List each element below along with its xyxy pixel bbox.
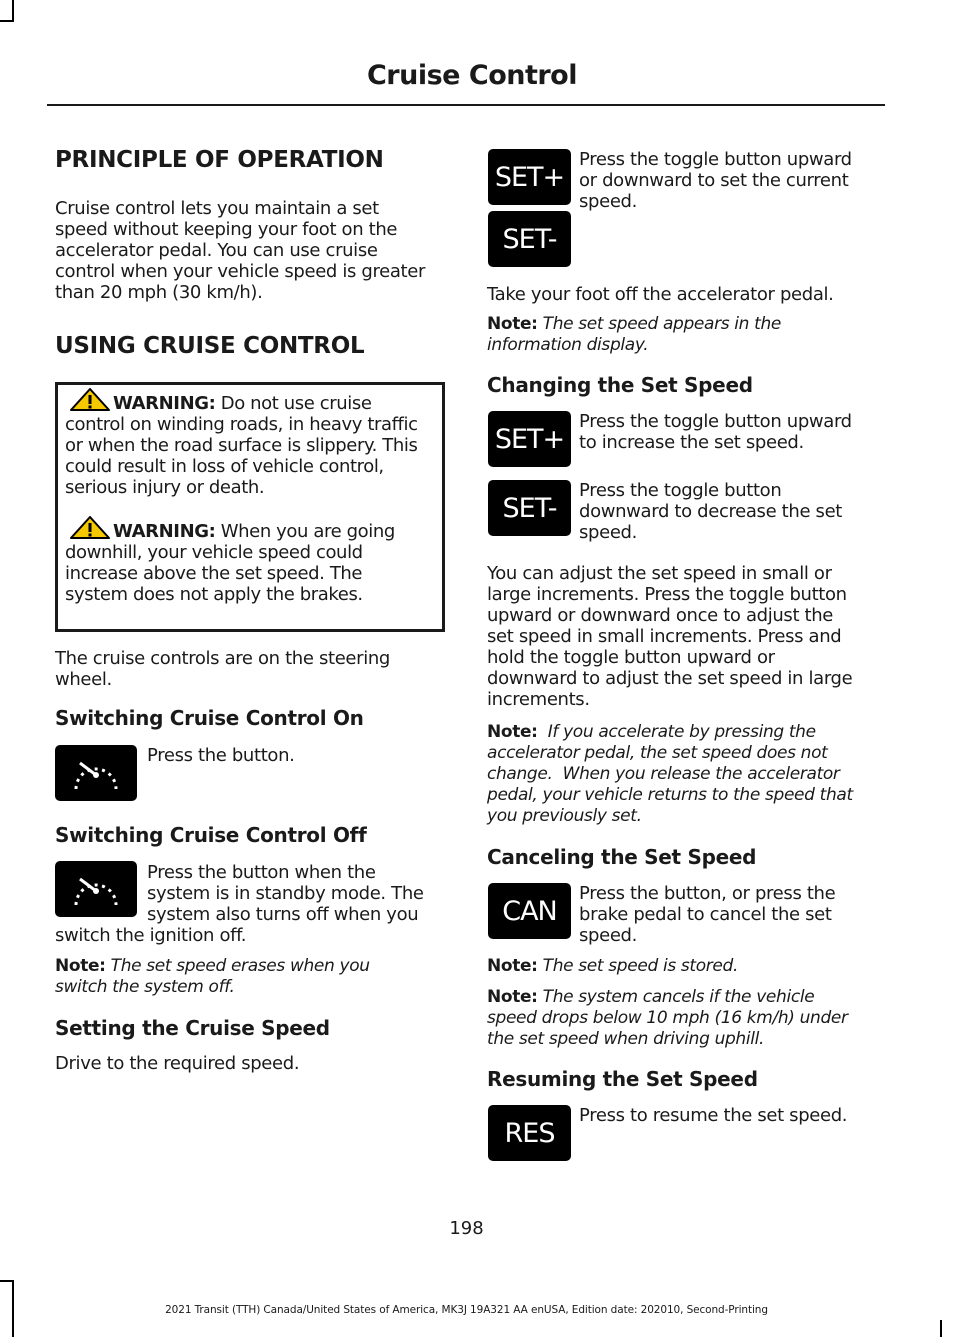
warning-triangle-icon xyxy=(65,393,113,413)
increase-text: Press the toggle button upward to increase the set speed. xyxy=(579,411,852,453)
heading-setting: Setting the Cruise Speed xyxy=(55,1016,330,1040)
paragraph-foot: Take your foot off the accelerator pedal. xyxy=(487,284,834,305)
resume-text: Press to resume the set speed. xyxy=(579,1105,848,1126)
paragraph-controls: The cruise controls are on the steering wheel. xyxy=(55,648,390,690)
note-stored: Note: The set speed is stored. xyxy=(487,956,738,976)
switch-off-text-last: switch the ignition off. xyxy=(55,925,247,946)
page-number: 198 xyxy=(449,1218,484,1239)
paragraph-drive: Drive to the required speed. xyxy=(55,1053,300,1074)
crop-mark xyxy=(0,1280,14,1282)
cruise-on-button-icon xyxy=(55,745,137,801)
paragraph-principle: Cruise control lets you maintain a set speed without keeping your foot on the accelerator pedal. You can use cruise control when your vehicle speed is greater than 20 mph (30 km/h). xyxy=(55,198,426,303)
switch-on-text: Press the button. xyxy=(147,745,295,766)
page-footer: 2021 Transit (TTH) Canada/United States of America, MK3J 19A321 AA enUSA, Edition date: 202010, Second-Printing xyxy=(165,1304,768,1316)
heading-switch-on: Switching Cruise Control On xyxy=(55,706,364,730)
crop-mark xyxy=(0,20,14,22)
switch-off-text: Press the button when the system is in standby mode. The system also turns off when you xyxy=(147,862,424,925)
note-display: Note: The set speed appears in the information display. xyxy=(487,314,781,355)
cancel-button-icon: CAN xyxy=(488,883,571,939)
warning-box xyxy=(55,382,445,632)
paragraph-adjust: You can adjust the set speed in small or large increments. Press the toggle button upward or downward once to adjust the set speed in small increments. Press and hold the toggle button upward or downward to adjust the set speed in large increments. xyxy=(487,563,853,710)
heading-using: USING CRUISE CONTROL xyxy=(55,333,365,359)
header-rule xyxy=(47,104,885,106)
warning-triangle-icon xyxy=(65,521,113,541)
heading-canceling: Canceling the Set Speed xyxy=(487,845,757,869)
set-speed-text: Press the toggle button upward or downward to set the current speed. xyxy=(579,149,852,212)
cancel-text: Press the button, or press the brake pedal to cancel the set speed. xyxy=(579,883,836,946)
resume-button-icon: RES xyxy=(488,1105,571,1161)
note-cancels: Note: The system cancels if the vehicle speed drops below 10 mph (16 km/h) under the set speed when driving uphill. xyxy=(487,987,848,1049)
cruise-off-button-icon xyxy=(55,861,137,917)
heading-principle: PRINCIPLE OF OPERATION xyxy=(55,147,384,173)
warning-1: WARNING: Do not use cruise control on winding roads, in heavy traffic or when the road surface is slippery. This could result in loss of vehicle control, serious injury or death. xyxy=(65,393,439,498)
crop-mark xyxy=(940,1320,942,1337)
set-plus-button-icon: SET+ xyxy=(488,149,571,205)
crop-mark xyxy=(12,0,14,22)
set-minus-button-icon: SET- xyxy=(488,211,571,267)
heading-resuming: Resuming the Set Speed xyxy=(487,1067,758,1091)
warning-2: WARNING: When you are going downhill, your vehicle speed could increase above the set speed. The system does not apply the brakes. xyxy=(65,521,439,605)
set-plus-button-icon: SET+ xyxy=(488,411,571,467)
heading-switch-off: Switching Cruise Control Off xyxy=(55,823,367,847)
decrease-text: Press the toggle button downward to decrease the set speed. xyxy=(579,480,842,543)
heading-changing: Changing the Set Speed xyxy=(487,373,753,397)
note-erases: Note: The set speed erases when you switch the system off. xyxy=(55,956,370,997)
note-accelerate: Note: If you accelerate by pressing the accelerator pedal, the set speed does not change. When you release the accelerator pedal, your vehicle returns to the speed that you previously set. xyxy=(487,722,853,826)
page-header-title: Cruise Control xyxy=(366,60,577,91)
set-minus-button-icon: SET- xyxy=(488,480,571,536)
